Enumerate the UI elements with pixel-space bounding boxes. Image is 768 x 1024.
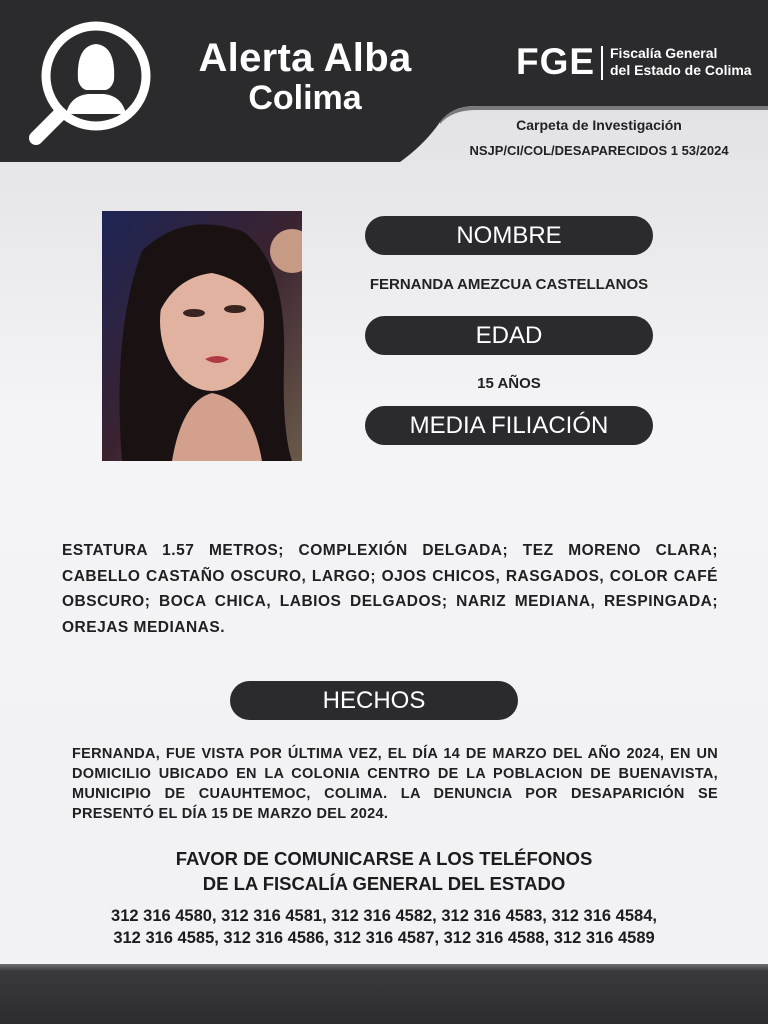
facts-text: FERNANDA, FUE VISTA POR ÚLTIMA VEZ, EL DÍA 14 DE MARZO DEL AÑO 2024, EN UN DOMICILIO UBICADO EN LA COLONIA CENTRO DE LA POBLACION DE BUENAVISTA, MUNICIPIO DE CUAUHTEMOC, COLIMA. LA DENUNCIA POR DESAPARICIÓN SE PRESENTÓ EL DÍA 15 DE MARZO DEL 2024. bbox=[72, 746, 718, 822]
brand-title-line2: Colima bbox=[248, 79, 362, 117]
agency-name-line2: del Estado de Colima bbox=[610, 62, 752, 78]
contact-instructions bbox=[100, 846, 668, 896]
agency-abbreviation: FGE bbox=[516, 41, 596, 82]
contact-line2: DE LA FISCALÍA GENERAL DEL ESTADO bbox=[202, 873, 566, 894]
agency-name-line1: Fiscalía General bbox=[610, 45, 718, 61]
person-age: 15 AÑOS bbox=[477, 375, 541, 392]
facts-label-pill: HECHOS bbox=[230, 681, 518, 720]
magnifier-person-icon bbox=[26, 18, 156, 148]
description-label-pill: MEDIA FILIACIÓN bbox=[365, 406, 653, 445]
footer-band bbox=[0, 964, 768, 1024]
age-label-pill: EDAD bbox=[365, 316, 653, 355]
agency-divider bbox=[601, 46, 603, 80]
phone-list-line1: 312 316 4580, 312 316 4581, 312 316 4582, 312 316 4583, 312 316 4584, bbox=[111, 907, 657, 925]
person-photo bbox=[102, 211, 302, 461]
agency-name bbox=[610, 45, 752, 79]
case-number: NSJP/CI/COL/DESAPARECIDOS 1 53/2024 bbox=[469, 143, 729, 158]
brand-title-line1: Alerta Alba bbox=[198, 36, 412, 80]
name-label-pill: NOMBRE bbox=[365, 216, 653, 255]
person-name: FERNANDA AMEZCUA CASTELLANOS bbox=[369, 276, 649, 293]
case-label: Carpeta de Investigación bbox=[516, 117, 682, 133]
phone-list-line2: 312 316 4585, 312 316 4586, 312 316 4587, 312 316 4588, 312 316 4589 bbox=[113, 929, 655, 947]
brand-title bbox=[160, 38, 450, 118]
phone-list bbox=[40, 905, 728, 949]
person-description: ESTATURA 1.57 METROS; COMPLEXIÓN DELGADA; TEZ MORENO CLARA; CABELLO CASTAÑO OSCURO, LARGO; OJOS CHICOS, RASGADOS, COLOR CAFÉ OBSCURO; BOCA CHICA, LABIOS DELGADOS; NARIZ MEDIANA, RESPINGADA; OREJAS MEDIANAS. bbox=[62, 542, 718, 636]
contact-line1: FAVOR DE COMUNICARSE A LOS TELÉFONOS bbox=[175, 848, 593, 869]
